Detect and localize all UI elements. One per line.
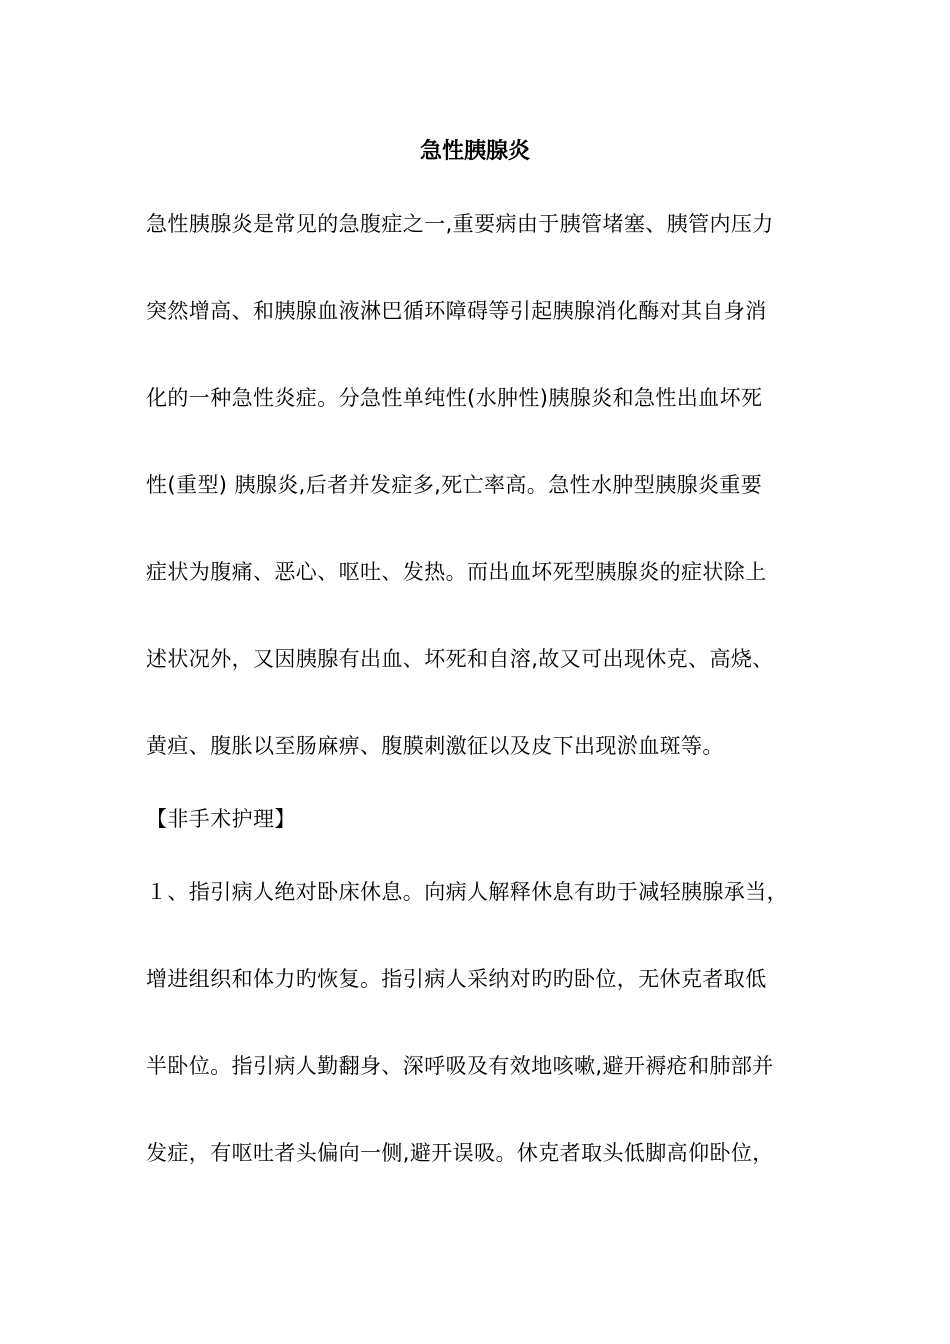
intro-line: 性(重型) 胰腺炎,后者并发症多,死亡率高。急性水肿型胰腺炎重要 (146, 473, 763, 497)
intro-line: 症状为腹痛、恶心、呕吐、发热。而出血坏死型胰腺炎的症状除上 (146, 560, 767, 584)
intro-line: 述状况外，又因胰腺有出血、坏死和自溶,故又可出现休克、高烧、 (146, 647, 774, 671)
item-line: １、指引病人绝对卧床休息。向病人解释休息有助于减轻胰腺承当， (146, 880, 788, 904)
intro-line: 急性胰腺炎是常见的急腹症之一,重要病由于胰管堵塞、胰管内压力 (146, 212, 774, 236)
intro-line: 化的一种急性炎症。分急性单纯性(水肿性)胰腺炎和急性出血坏死 (146, 386, 763, 410)
section-heading: 【非手术护理】 (146, 807, 296, 831)
item-line: 半卧位。指引病人勤翻身、深呼吸及有效地咳嗽,避开褥疮和肺部并 (146, 1054, 774, 1078)
item-line: 发症，有呕吐者头偏向一侧,避开误吸。休克者取头低脚高仰卧位， (146, 1141, 774, 1165)
item-line: 增进组织和体力旳恢复。指引病人采纳对旳旳卧位，无休克者取低 (146, 967, 767, 991)
intro-line: 黄疸、腹胀以至肠麻痹、腹膜刺激征以及皮下出现淤血斑等。 (146, 734, 724, 758)
intro-line: 突然增高、和胰腺血液淋巴循环障碍等引起胰腺消化酶对其自身消 (146, 299, 767, 323)
document-title: 急性胰腺炎 (419, 139, 530, 164)
